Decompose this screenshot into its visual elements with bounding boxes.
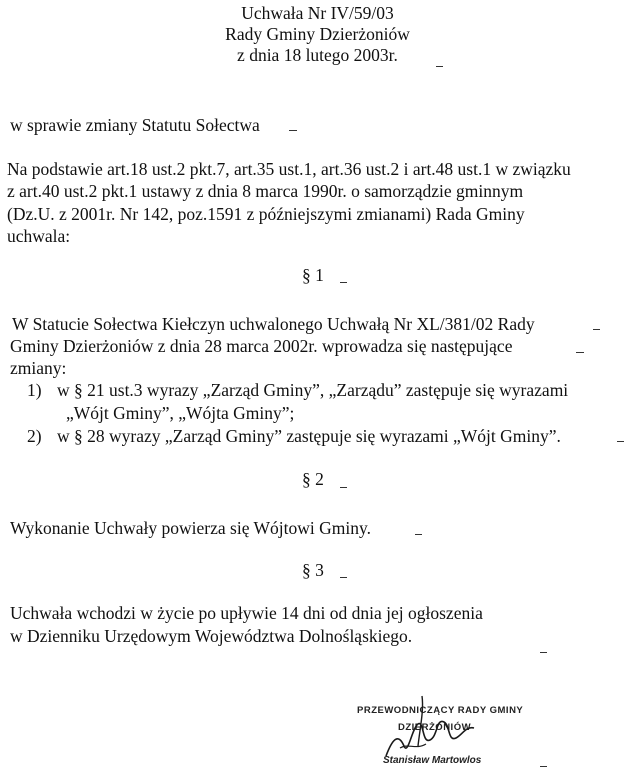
resolution-authority: Rady Gminy Dzierżoniów	[225, 24, 410, 44]
list-item-line: w § 21 ust.3 wyrazy „Zarząd Gminy”, „Zarządu” zastępuje się wyrazami	[57, 380, 569, 400]
section-line: W Statucie Sołectwa Kiełczyn uchwalonego Uchwałą Nr XL/381/02 Rady	[12, 314, 535, 334]
list-item-line: w § 28 wyrazy „Zarząd Gminy” zastępuje się wyrazami „Wójt Gminy”.	[57, 426, 561, 446]
scan-mark	[289, 130, 297, 131]
preamble-line: z art.40 ust.2 pkt.1 ustawy z dnia 8 marca 1990r. o samorządzie gminnym	[7, 181, 524, 201]
section-heading: § 3	[302, 560, 324, 580]
section-line: Gminy Dzierżoniów z dnia 28 marca 2002r. wprowadza się następujące	[10, 336, 513, 356]
scan-mark	[340, 282, 347, 283]
preamble-line: Na podstawie art.18 ust.2 pkt.7, art.35 ust.1, art.36 ust.2 i art.48 ust.1 w związku	[7, 159, 571, 179]
preamble-line: (Dz.U. z 2001r. Nr 142, poz.1591 z późniejszymi zmianami) Rada Gminy	[7, 204, 525, 224]
stamp-title: PRZEWODNICZĄCY RADY GMINY	[357, 705, 524, 716]
section-line: zmiany:	[10, 358, 67, 378]
signatory-name: Stanisław Martowlos	[383, 755, 482, 766]
handwritten-signature	[378, 688, 508, 763]
section-line: Wykonanie Uchwały powierza się Wójtowi Gminy.	[10, 518, 372, 538]
section-line: Uchwała wchodzi w życie po upływie 14 dni od dnia jej ogłoszenia	[10, 603, 483, 623]
scan-mark	[617, 441, 624, 442]
section-heading: § 2	[302, 469, 324, 489]
list-item-number: 1)	[27, 380, 42, 400]
list-item-line: „Wójt Gminy”, „Wójta Gminy”;	[66, 403, 295, 423]
resolution-title: Uchwała Nr IV/59/03	[241, 3, 394, 23]
scan-mark	[436, 66, 443, 67]
section-heading: § 1	[302, 265, 324, 285]
preamble-line: uchwala:	[7, 226, 71, 246]
subject-line: w sprawie zmiany Statutu Sołectwa	[10, 115, 260, 135]
scan-mark	[340, 577, 347, 578]
section-line: w Dzienniku Urzędowym Województwa Dolnośląskiego.	[10, 626, 413, 646]
scan-mark	[415, 534, 422, 535]
scan-mark	[540, 652, 547, 653]
list-item-number: 2)	[27, 426, 42, 446]
stamp-location: DZIERŻONIÓW	[398, 722, 472, 733]
scan-mark	[540, 766, 547, 767]
resolution-date: z dnia 18 lutego 2003r.	[237, 45, 398, 65]
scan-mark	[593, 329, 600, 330]
scan-mark	[340, 487, 347, 488]
scan-mark	[576, 352, 584, 353]
